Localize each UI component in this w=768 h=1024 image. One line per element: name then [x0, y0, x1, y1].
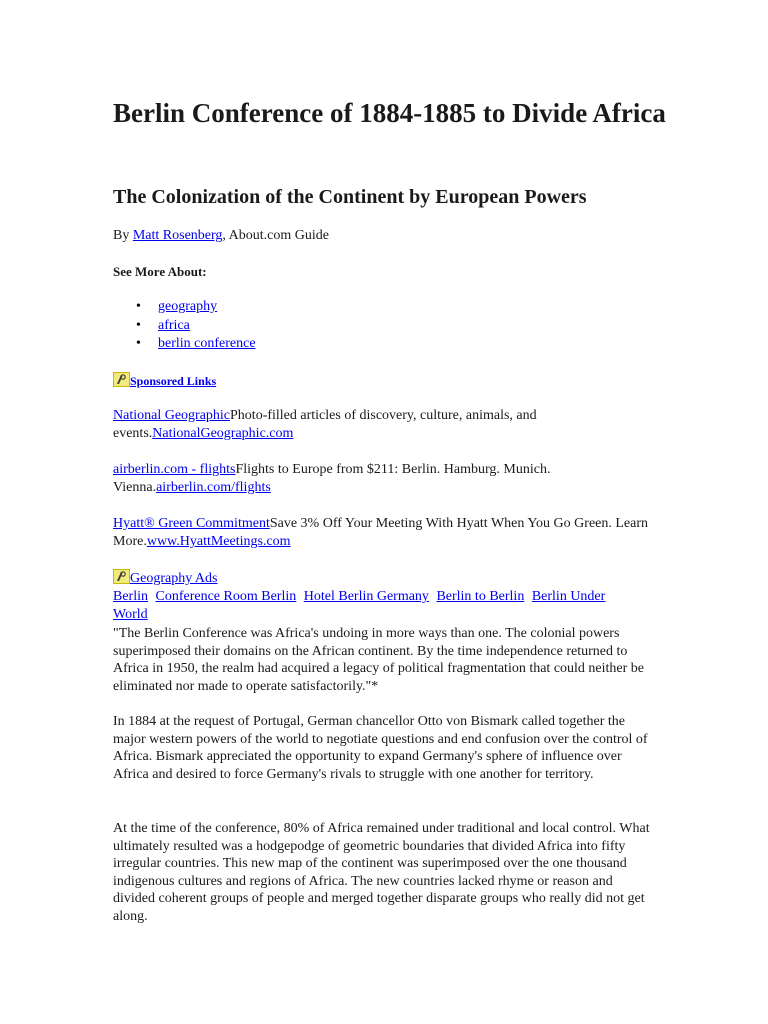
topic-link-berlin-conference[interactable]: berlin conference [158, 336, 256, 351]
list-item [113, 298, 256, 317]
geography-ad-links [113, 588, 643, 623]
sponsored-ad [113, 407, 653, 443]
sponsored-ad [113, 461, 653, 497]
ad-url-link[interactable]: NationalGeographic.com [152, 426, 294, 441]
sponsored-ad [113, 515, 653, 551]
article-title: Berlin Conference of 1884-1885 to Divide Africa [113, 98, 666, 128]
author-link[interactable]: Matt Rosenberg [132, 228, 223, 243]
body-paragraph: In 1884 at the request of Portugal, German chancellor Otto von Bismark called together the major western powers of the world to negotiate questions and end confusion over the control of Africa. Bismark appreciated the opportunity to expand Germany's sphere of influence over Africa and desired to force Germany's rivals to struggle with one another for territory. [113, 714, 648, 782]
topics-list [113, 298, 256, 354]
body-paragraph: At the time of the conference, 80% of Africa remained under traditional and local control. What ultimately resulted was a hodgepodge of geometric boundaries that divided Africa into fifty irregular countries. This new map of the continent was superimposed over the one thousand indigenous cultures and regions of Africa. The new countries lacked rhyme or reason and divided coherent groups of people and merged together disparate groups who really did not get along. [113, 821, 650, 924]
see-more-heading: See More About: [113, 264, 207, 279]
sponsored-links-heading [113, 372, 216, 390]
geo-ad-link[interactable]: Conference Room Berlin [155, 589, 297, 604]
ad-description: Save 3% Off Your Meeting With Hyatt When You Go Green. Learn More. [113, 516, 649, 549]
list-item [113, 335, 256, 354]
quote-paragraph: "The Berlin Conference was Africa's undoing in more ways than one. The colonial powers superimposed their domains on the African continent. By the time independence returned to Africa in 1950, the realm had acquired a legacy of political fragmentation that could neither be eliminated nor made to operate satisfactorily."* [113, 626, 645, 694]
byline-suffix: , About.com Guide [222, 228, 329, 243]
bullet-icon: • [136, 299, 141, 314]
geo-ad-link[interactable]: Berlin [113, 589, 148, 604]
bullet-icon: • [136, 336, 141, 351]
ad-description: Flights to Europe from $211: Berlin. Hamburg. Munich. Vienna. [113, 462, 551, 495]
list-item [113, 317, 256, 336]
ad-info-icon [113, 372, 130, 387]
geography-ads-heading [113, 569, 218, 588]
ad-url-link[interactable]: www.HyattMeetings.com [146, 534, 291, 549]
ad-url-link[interactable]: airberlin.com/flights [156, 480, 271, 495]
topic-link-africa[interactable]: africa [158, 317, 190, 333]
byline [113, 227, 329, 245]
ad-info-icon [113, 569, 130, 584]
ad-title-link[interactable]: National Geographic [113, 408, 231, 423]
sponsored-links-link[interactable]: Sponsored Links [130, 374, 217, 388]
byline-prefix: By [113, 228, 133, 243]
ad-title-link[interactable]: Hyatt® Green Commitment [113, 516, 270, 531]
topic-link-geography[interactable]: geography [158, 299, 218, 314]
bullet-icon: • [136, 317, 141, 333]
geo-ad-link[interactable]: Hotel Berlin Germany [303, 589, 429, 604]
geography-ads-link[interactable]: Geography Ads [130, 571, 218, 586]
article-subtitle: The Colonization of the Continent by European Powers [113, 186, 587, 208]
ad-title-link[interactable]: airberlin.com - flights [113, 462, 236, 477]
ad-description: Photo-filled articles of discovery, culture, animals, and events. [113, 408, 537, 441]
geo-ad-link[interactable]: Berlin to Berlin [436, 589, 525, 604]
geo-ad-link[interactable]: Berlin Under World [113, 589, 606, 622]
